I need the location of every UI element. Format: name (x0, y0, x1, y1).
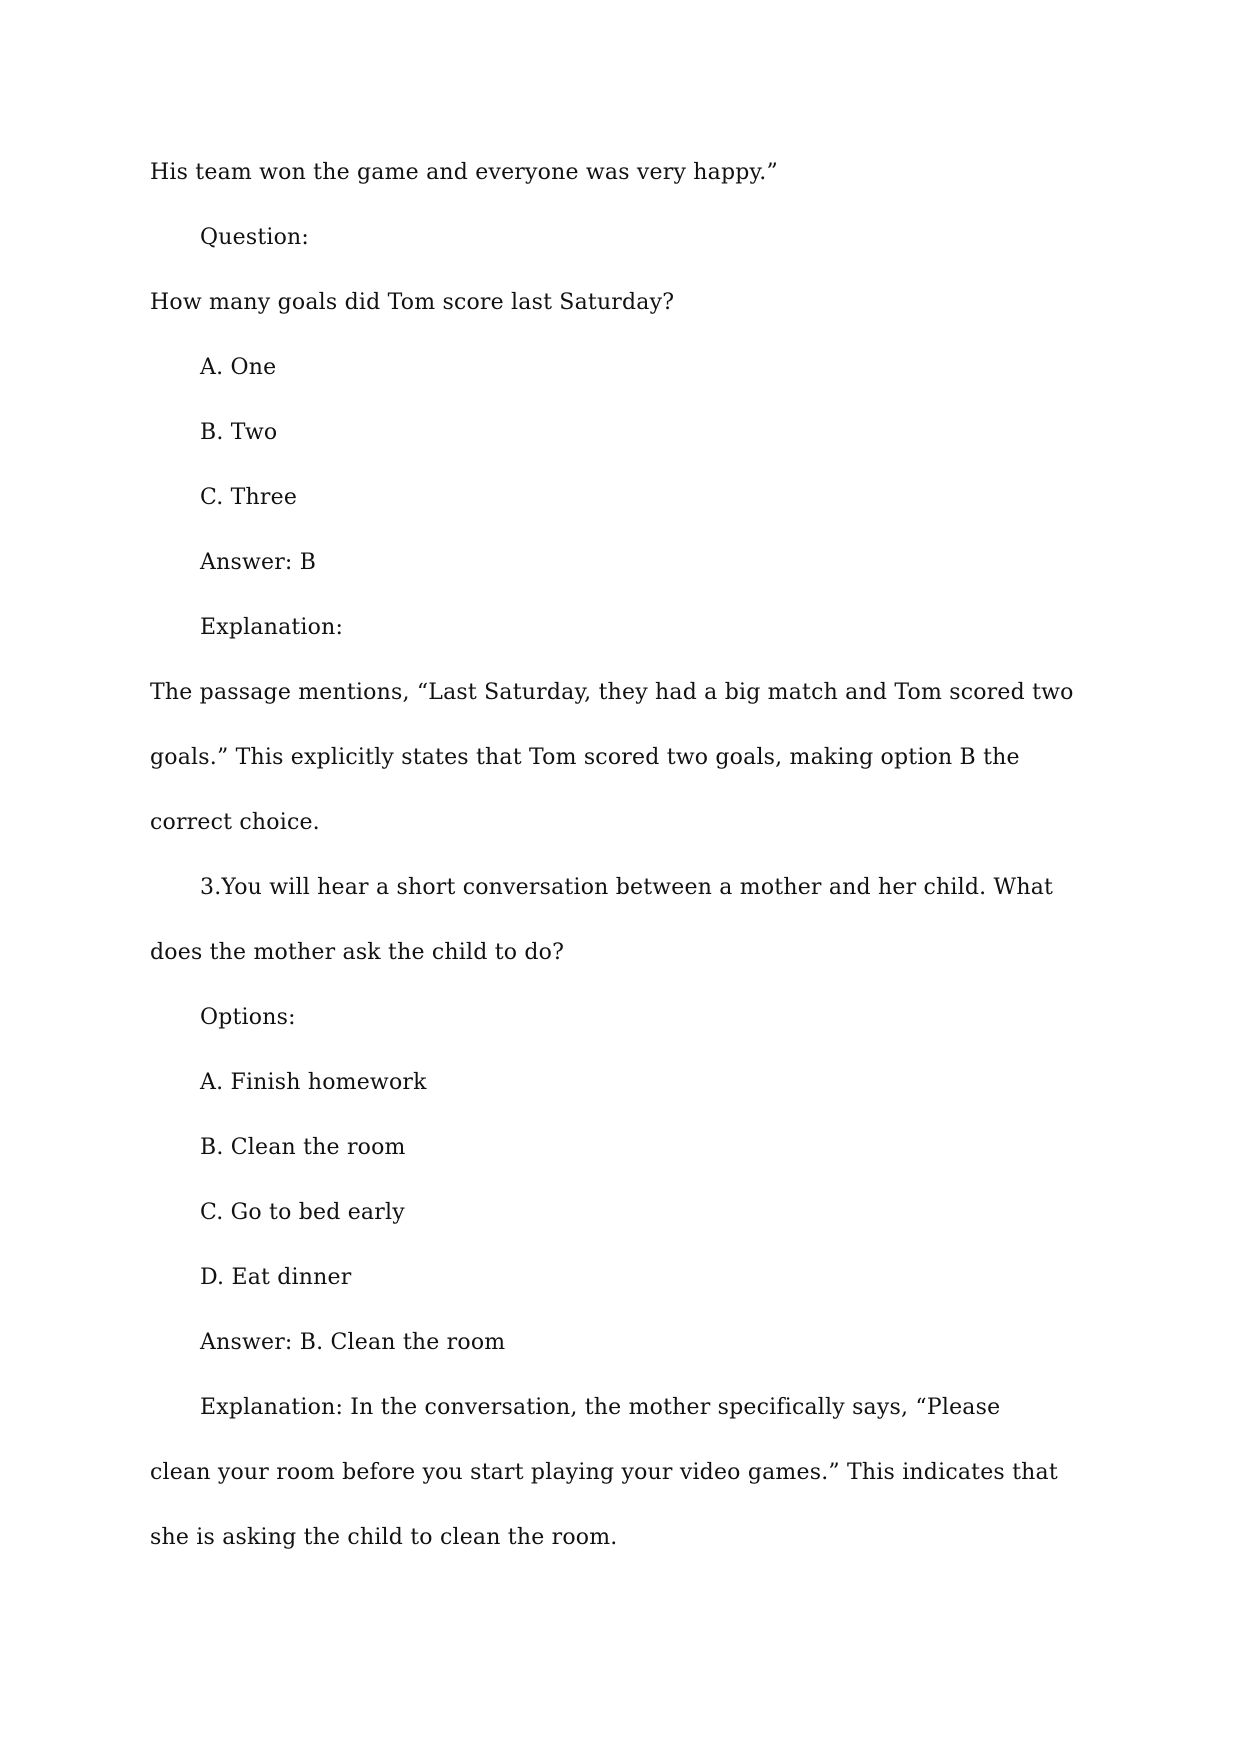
document-body (150, 140, 1095, 1570)
explanation-line-2: goals.” This explicitly states that Tom scored two goals, making option B the (150, 745, 1020, 770)
answer-line: Answer: B (200, 550, 317, 575)
q3-option-b: B. Clean the room (200, 1135, 406, 1160)
option-b: B. Two (200, 420, 278, 445)
explanation-line-3: correct choice. (150, 810, 320, 835)
q3-answer-line: Answer: B. Clean the room (200, 1330, 506, 1355)
question-3-line-2: does the mother ask the child to do? (150, 940, 565, 965)
question-text: How many goals did Tom score last Saturday? (150, 290, 675, 315)
option-c: C. Three (200, 485, 298, 510)
q3-option-c: C. Go to bed early (200, 1200, 405, 1225)
q3-explanation-line-1: Explanation: In the conversation, the mother specifically says, “Please (200, 1395, 1001, 1420)
explanation-line-1: The passage mentions, “Last Saturday, they had a big match and Tom scored two (150, 680, 1074, 705)
q3-explanation-line-2: clean your room before you start playing your video games.” This indicates that (150, 1460, 1058, 1485)
question-3-line-1: 3.You will hear a short conversation between a mother and her child. What (200, 875, 1054, 900)
question-label: Question: (200, 225, 310, 250)
explanation-label: Explanation: (200, 615, 344, 640)
options-label: Options: (200, 1005, 296, 1030)
passage-end-line: His team won the game and everyone was very happy.” (150, 160, 778, 185)
q3-option-d: D. Eat dinner (200, 1265, 352, 1290)
option-a: A. One (200, 355, 277, 380)
q3-option-a: A. Finish homework (200, 1070, 427, 1095)
q3-explanation-line-3: she is asking the child to clean the room. (150, 1525, 618, 1550)
